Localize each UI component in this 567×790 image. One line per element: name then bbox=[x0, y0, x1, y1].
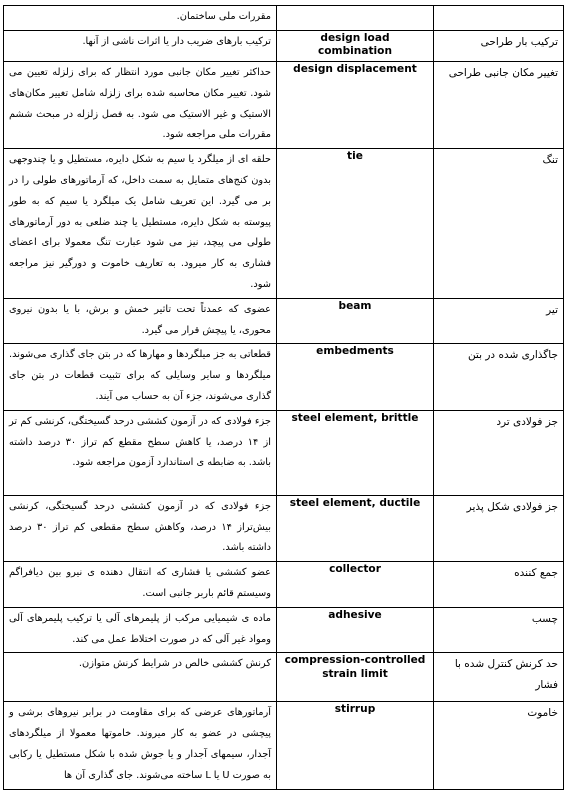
english-term-cell: design load combination bbox=[277, 30, 434, 61]
persian-term-cell: جز فولادی شکل پذیر bbox=[434, 495, 564, 561]
persian-term-cell: جاگذاری شده در بتن bbox=[434, 344, 564, 410]
table-row bbox=[4, 410, 564, 495]
english-term-cell: adhesive bbox=[277, 607, 434, 653]
english-term-cell: steel element, ductile bbox=[277, 495, 434, 561]
definition-cell: مقررات ملی ساختمان. bbox=[4, 6, 277, 31]
definition-cell: عضوی که عمدتاً تحت تاثیر خمش و برش، با یا بدون نیروی محوری، یا پیچش قرار می گیرد. bbox=[4, 298, 277, 344]
persian-term-cell: تیر bbox=[434, 298, 564, 344]
definition-cell: ترکیب بارهای ضریب دار یا اثرات ناشی از آنها. bbox=[4, 30, 277, 61]
table-row bbox=[4, 702, 564, 789]
glossary-table bbox=[3, 5, 564, 790]
table-row bbox=[4, 653, 564, 702]
table-row bbox=[4, 495, 564, 561]
persian-term-cell: چسب bbox=[434, 607, 564, 653]
persian-term-cell: ترکیب بار طراحی bbox=[434, 30, 564, 61]
definition-cell: جزء فولادی که در آزمون کششی درحد گسیختگی، کرنشی کم تر از ۱۴ درصد، یا کاهش سطح مقطع کم تراز ۳۰ درصد داشته باشد. به ضابطه ی استاندارد آزمون مراجعه شود. bbox=[4, 410, 277, 495]
persian-term-cell: جز فولادی ترد bbox=[434, 410, 564, 495]
definition-cell: حداکثر تغییر مکان جانبی مورد انتظار که برای زلزله تعیین می شود. تغییر مکان محاسبه شده برای زلزله شامل تغییر مکان‌های الاستیک و غیر الاستیک می شود. به فصل زلزله در مبحث ششم مقررات ملی مراجعه شود. bbox=[4, 61, 277, 148]
definition-cell: جزء فولادی که در آزمون کششی درحد گسیختگی، کرنشی بیش‌تراز ۱۴ درصد، وکاهش سطح مقطعی کم تراز ۳۰ درصد داشته باشد. bbox=[4, 495, 277, 561]
definition-cell: کرنش کششی خالص در شرایط کرنش متوازن. bbox=[4, 653, 277, 702]
table-row bbox=[4, 344, 564, 410]
persian-term-cell: جمع کننده bbox=[434, 562, 564, 608]
english-term-cell: collector bbox=[277, 562, 434, 608]
table-row bbox=[4, 61, 564, 148]
persian-term-cell: تغییر مکان جانبی طراحی bbox=[434, 61, 564, 148]
english-term-cell: steel element, brittle bbox=[277, 410, 434, 495]
english-term-cell: compression-controlled strain limit bbox=[277, 653, 434, 702]
english-term-cell: tie bbox=[277, 149, 434, 299]
english-term-cell: embedments bbox=[277, 344, 434, 410]
table-row bbox=[4, 298, 564, 344]
english-term-cell bbox=[277, 6, 434, 31]
table-row bbox=[4, 30, 564, 61]
english-term-cell: beam bbox=[277, 298, 434, 344]
table-row bbox=[4, 562, 564, 608]
definition-cell: عضو کششی یا فشاری که انتقال دهنده ی نیرو بین دیافراگم وسیستم قائم باربر جانبی است. bbox=[4, 562, 277, 608]
persian-term-cell: خاموت bbox=[434, 702, 564, 789]
definition-cell: قطعاتی به جز میلگردها و مهارها که در بتن جای گذاری می‌شوند. میلگردها و سایر وسایلی که برای تثبیت قطعات در بتن جای گذاری می‌شوند، جزء آن به حساب می آیند. bbox=[4, 344, 277, 410]
persian-term-cell bbox=[434, 6, 564, 31]
english-term-cell: design displacement bbox=[277, 61, 434, 148]
persian-term-cell: تنگ bbox=[434, 149, 564, 299]
english-term-cell: stirrup bbox=[277, 702, 434, 789]
table-row bbox=[4, 607, 564, 653]
definition-cell: آرماتورهای عرضی که برای مقاومت در برابر نیروهای برشی و پیچشی در عضو به کار میروند. خاموتها معمولا از میلگردهای آجدار، سیمهای آجدار و یا جوش شده با شکل مستطیل یا رکابی به صورت U یا L ساخته می‌شوند. جای گذاری آن ها bbox=[4, 702, 277, 789]
table-row bbox=[4, 6, 564, 31]
definition-cell: حلقه ای از میلگرد یا سیم به شکل دایره، مستطیل و یا چندوجهی بدون کنج‌های متمایل به سمت داخل، که آرماتورهای طولی را در بر می گیرد. این تعریف شامل یک میلگرد یا سیم که به طور پیوسته به شکل دایره، مستطیل یا چند ضلعی به دور آرماتورهای طولی می پیچد، نیز می شود عبارت تنگ معمولا برای اعضای فشاری به کار میرود. به تعاریف خاموت و دورگیر نیز مراجعه شود. bbox=[4, 149, 277, 299]
table-row bbox=[4, 149, 564, 299]
definition-cell: ماده ی شیمیایی مرکب از پلیمرهای آلی یا ترکیب پلیمرهای آلی ومواد غیر آلی که در صورت اختلاط عمل می کند. bbox=[4, 607, 277, 653]
persian-term-cell: حد کرنش کنترل شده با فشار bbox=[434, 653, 564, 702]
